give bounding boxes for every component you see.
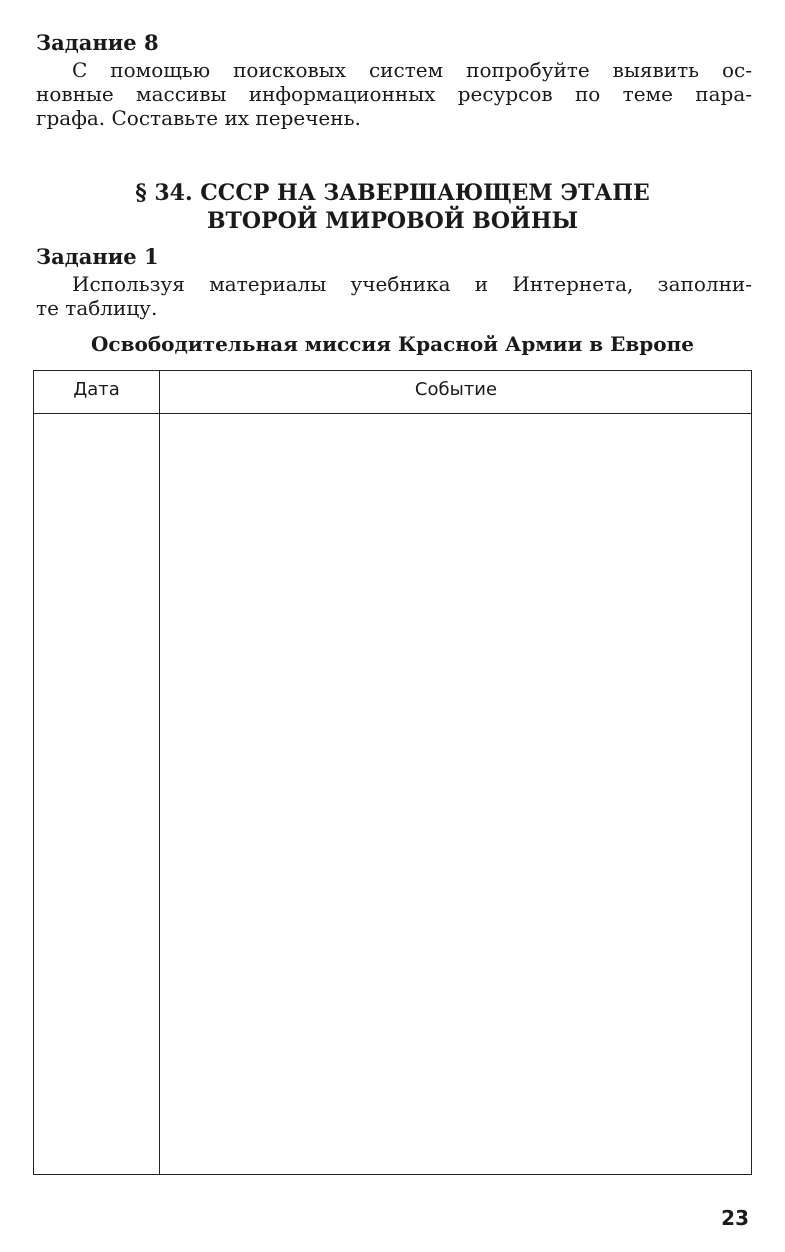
column-header-date: Дата (73, 379, 120, 400)
section-title-line-2: ВТОРОЙ МИРОВОЙ ВОЙНЫ (206, 208, 579, 234)
column-divider (159, 371, 160, 1174)
table-body-date-cell[interactable] (34, 415, 158, 1174)
table-caption: Освободительная миссия Красной Армии в Европе (91, 332, 694, 356)
task-8-heading: Задание 8 (36, 30, 159, 55)
task-8-text-line-3: графа. Составьте их перечень. (36, 106, 361, 130)
task-1-text-line-1: Используя материалы учебника и Интернета, заполни- (72, 272, 752, 296)
column-header-event: Событие (414, 379, 498, 400)
task-8-text-line-2: новные массивы информационных ресурсов по теме пара- (36, 82, 752, 106)
task-1-heading: Задание 1 (36, 244, 159, 269)
header-row-divider (34, 413, 751, 414)
events-table (33, 370, 752, 1175)
table-body-event-cell[interactable] (161, 415, 751, 1174)
task-1-text-line-2: те таблицу. (36, 296, 158, 320)
section-title-line-1: § 34. СССР НА ЗАВЕРШАЮЩЕМ ЭТАПЕ (135, 180, 650, 206)
page-number: 23 (721, 1206, 749, 1230)
task-8-text-line-1: С помощью поисковых систем попробуйте выявить ос- (72, 58, 752, 82)
